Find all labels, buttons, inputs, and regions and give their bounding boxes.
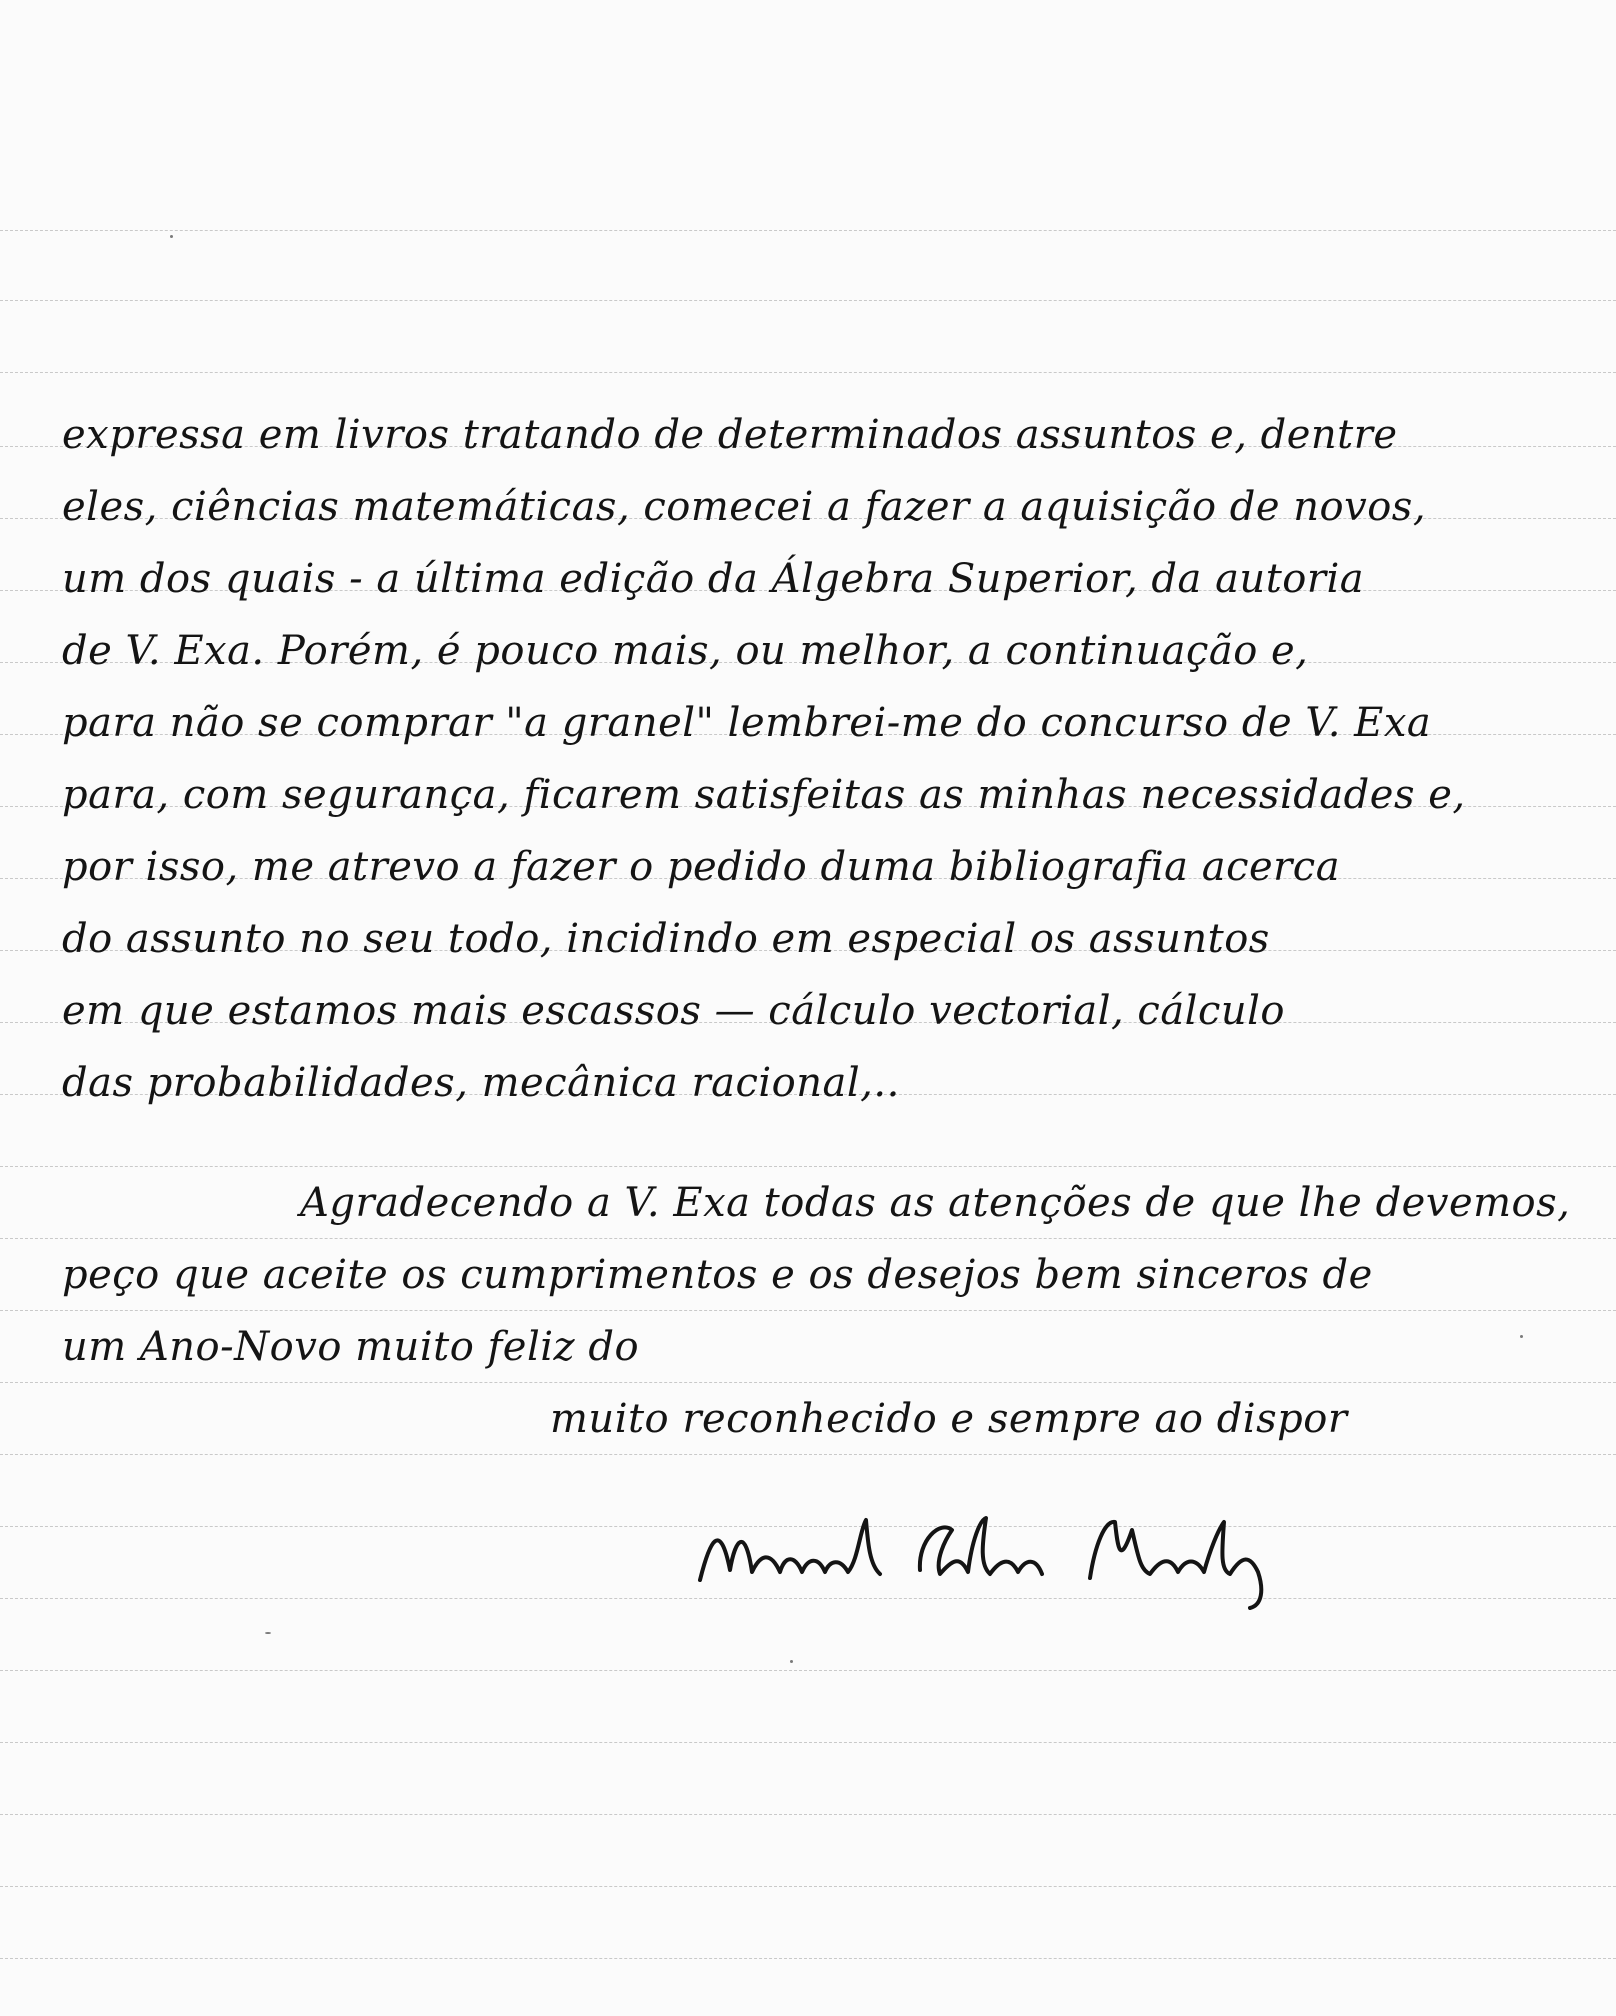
paper-rule (0, 1166, 1616, 1167)
letter-line: por isso, me atrevo a fazer o pedido duma bibliografia acerca (62, 844, 1341, 890)
letter-line: peço que aceite os cumprimentos e os desejos bem sinceros de (62, 1252, 1373, 1298)
scan-speck (1520, 1335, 1523, 1338)
letter-line: do assunto no seu todo, incidindo em especial os assuntos (62, 916, 1270, 962)
letter-line: um dos quais - a última edição da Álgebra Superior, da autoria (62, 556, 1365, 602)
closing-line: muito reconhecido e sempre ao dispor (550, 1396, 1348, 1442)
letter-line: Agradecendo a V. Exa todas as atenções de que lhe devemos, (300, 1180, 1571, 1226)
letter-line: expressa em livros tratando de determinados assuntos e, dentre (62, 412, 1398, 458)
letter-line: para, com segurança, ficarem satisfeitas as minhas necessidades e, (62, 772, 1466, 818)
paper-rule (0, 1814, 1616, 1815)
paper-rule (0, 1958, 1616, 1959)
paper-rule (0, 1886, 1616, 1887)
paper-rule (0, 372, 1616, 373)
scan-speck (170, 235, 173, 238)
letter-line: eles, ciências matemáticas, comecei a fazer a aquisição de novos, (62, 484, 1427, 530)
paper-rule (0, 1238, 1616, 1239)
scan-speck (790, 1660, 793, 1663)
letter-line: para não se comprar "a granel" lembrei-me do concurso de V. Exa (62, 700, 1432, 746)
paper-rule (0, 1670, 1616, 1671)
paper-rule (0, 1382, 1616, 1383)
paper-rule (0, 300, 1616, 301)
letter-line: das probabilidades, mecânica racional,.. (62, 1060, 900, 1106)
paper-rule (0, 230, 1616, 231)
paper-rule (0, 1454, 1616, 1455)
signature (690, 1500, 1370, 1610)
paper-rule (0, 1742, 1616, 1743)
letter-line: em que estamos mais escassos — cálculo vectorial, cálculo (62, 988, 1285, 1034)
letter-line: um Ano-Novo muito feliz do (62, 1324, 640, 1370)
paper-rule (0, 1310, 1616, 1311)
scan-speck (265, 1632, 271, 1634)
letter-line: de V. Exa. Porém, é pouco mais, ou melhor, a continuação e, (62, 628, 1309, 674)
